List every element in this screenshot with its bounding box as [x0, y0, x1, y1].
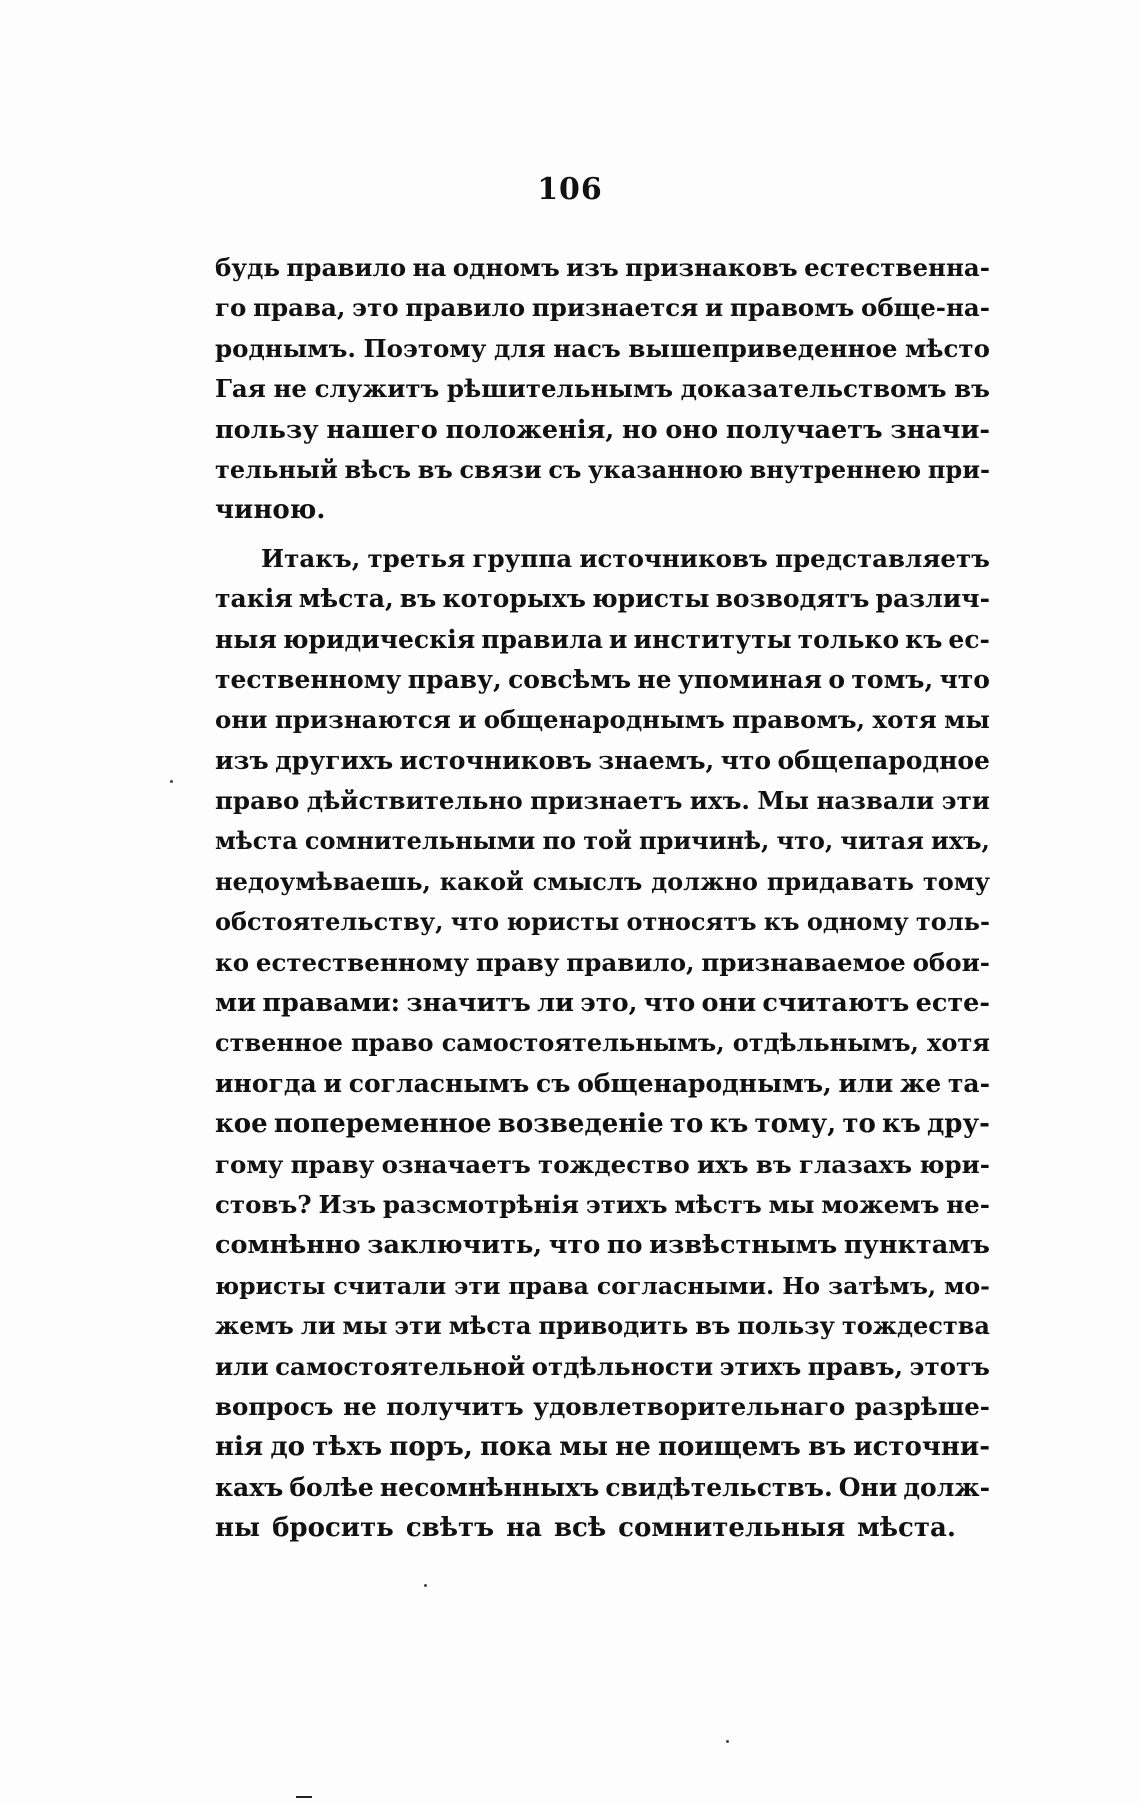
text-line: иногда и согласнымъ съ общенароднымъ, или же та- — [215, 1068, 990, 1098]
text-line: ны бросить свѣтъ на всѣ сомнительныя мѣста. — [215, 1513, 956, 1544]
body-text — [215, 248, 990, 1549]
text-line: ко естественному праву правило, признаваемое обои- — [215, 947, 990, 977]
text-line: роднымъ. Поэтому для насъ вышеприведенное мѣсто — [215, 333, 990, 363]
print-speck — [726, 1740, 729, 1743]
text-line: гому праву означаетъ тождество ихъ въ глазахъ юри- — [215, 1149, 990, 1179]
text-line: право дѣйствительно признаетъ ихъ. Мы назвали эти — [215, 786, 990, 816]
text-line: юристы считали эти права согласными. Но затѣмъ, мо- — [215, 1271, 990, 1300]
text-line: ми правами: значитъ ли это, что они считаютъ есте- — [215, 988, 990, 1019]
text-line: нія до тѣхъ поръ, пока мы не поищемъ въ источни- — [215, 1432, 990, 1463]
text-line: стовъ? Изъ разсмотрѣнія этихъ мѣстъ мы можемъ не- — [215, 1189, 990, 1219]
text-line: сомнѣнно заключить, что по извѣстнымъ пунктамъ — [215, 1230, 990, 1261]
print-speck — [424, 1584, 427, 1587]
print-mark — [296, 1796, 312, 1798]
text-line: мѣста сомнительными по той причинѣ, что, читая ихъ, — [215, 826, 990, 856]
text-line: ственное право самостоятельнымъ, отдѣльнымъ, хотя — [215, 1028, 990, 1058]
text-line: такія мѣста, въ которыхъ юристы возводятъ различ- — [215, 584, 990, 614]
text-line: кое попеременное возведеніе то къ тому, то къ дру- — [215, 1109, 990, 1140]
text-line: кахъ болѣе несомнѣнныхъ свидѣтельствъ. Они долж- — [215, 1472, 990, 1502]
text-line: жемъ ли мы эти мѣста приводить въ пользу тождества — [215, 1311, 990, 1341]
paragraph — [215, 539, 990, 1549]
paragraph — [215, 248, 990, 531]
text-line: изъ другихъ источниковъ знаемъ, что общепародное — [215, 745, 990, 775]
text-line: Итакъ, третья группа источниковъ представляетъ — [261, 543, 990, 573]
text-line: или самостоятельной отдѣльности этихъ правъ, этотъ — [215, 1351, 990, 1381]
text-line: го права, это правило признается и правомъ обще-на- — [215, 293, 990, 323]
paragraph-gap — [215, 531, 990, 539]
text-line: недоумѣваешь, какой смыслъ должно придавать тому — [215, 866, 990, 896]
text-line: Гая не служитъ рѣшительнымъ доказательствомъ въ — [215, 374, 990, 404]
text-line: тельный вѣсъ въ связи съ указанною внутреннею при- — [215, 454, 990, 484]
text-line: чиною. — [215, 495, 326, 526]
text-line: вопросъ не получитъ удовлетворительнаго разрѣше- — [215, 1391, 990, 1421]
text-line: они признаются и общенароднымъ правомъ, хотя мы — [215, 705, 990, 735]
print-speck — [170, 780, 173, 783]
text-line: будь правило на одномъ изъ признаковъ естественна- — [215, 253, 990, 282]
text-line: обстоятельству, что юристы относятъ къ одному толь- — [215, 907, 990, 937]
text-line: тественному праву, совсѣмъ не упоминая о томъ, что — [215, 664, 990, 694]
page-number: 106 — [537, 172, 603, 207]
text-line: ныя юридическія правила и институты только къ ес- — [215, 624, 990, 654]
text-line: пользу нашего положенія, но оно получаетъ значи- — [215, 414, 990, 445]
